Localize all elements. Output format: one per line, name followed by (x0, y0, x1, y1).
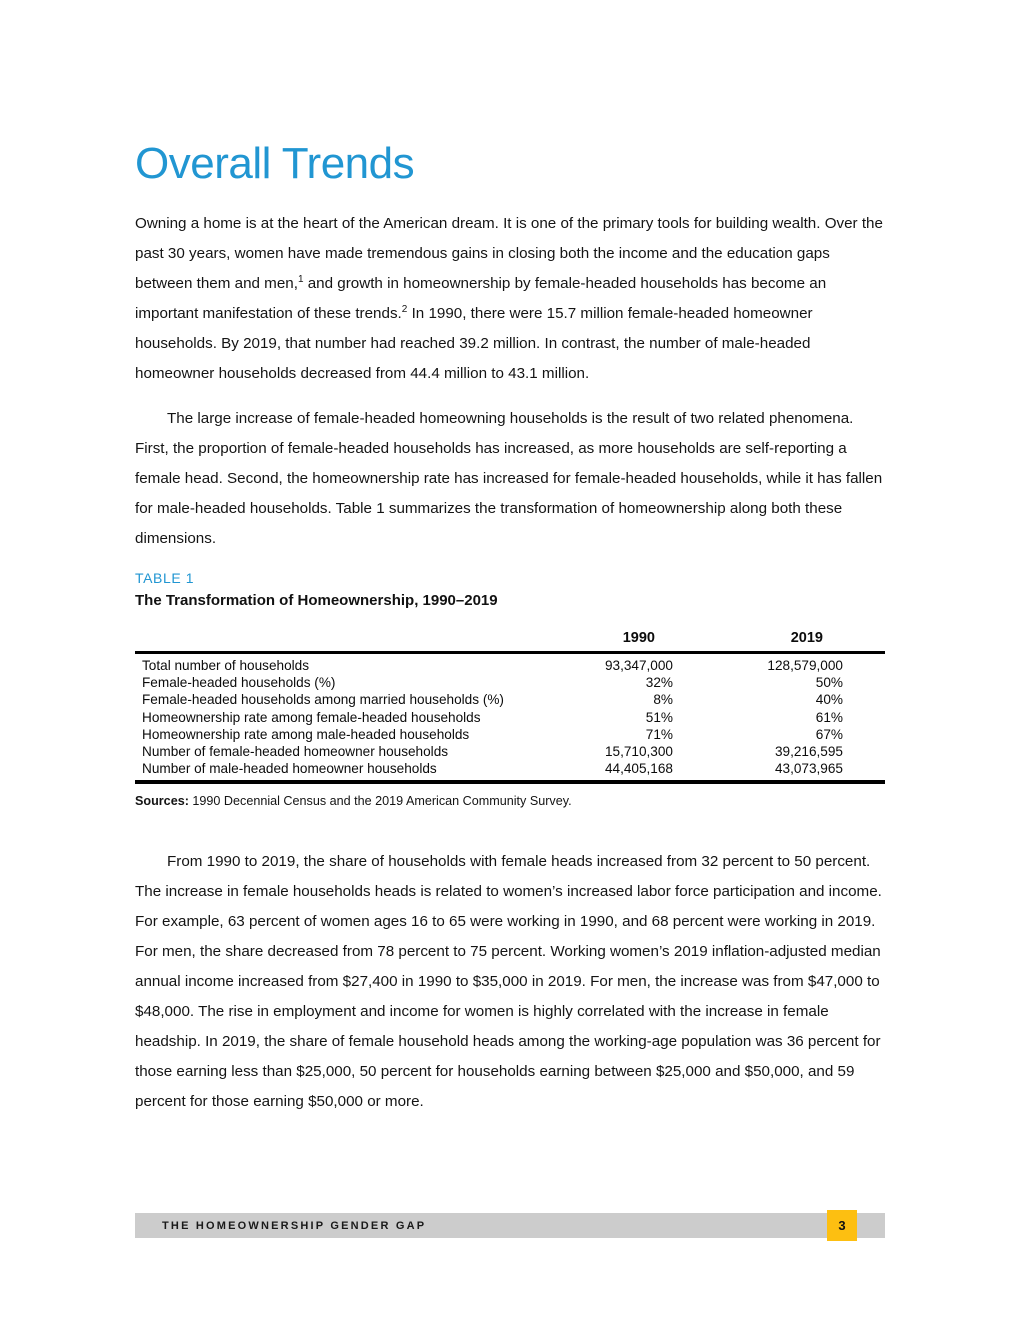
row-label: Homeownership rate among female-headed households (142, 709, 481, 725)
second-paragraph: The large increase of female-headed homeowning households is the result of two related phenomena. First, the proportion of female-headed households has increased, as more households are self-reporting a female head. Second, the homeownership rate has increased for female-headed households, while it has fallen for male-headed households. Table 1 summarizes the transformation of homeownership along both these dimensions. (135, 410, 883, 547)
table-header-empty (135, 630, 523, 653)
table-row (135, 760, 885, 782)
table-header-2019: 2019 (673, 630, 885, 653)
footnote-ref-2: 2 (401, 303, 408, 315)
table-row (135, 709, 885, 726)
table-row (135, 674, 885, 691)
page-title: Overall Trends (135, 139, 415, 188)
row-value-2019: 43,073,965 (774, 761, 843, 777)
footer-running-title: THE HOMEOWNERSHIP GENDER GAP (162, 1219, 427, 1232)
footer-bar (135, 1213, 885, 1238)
row-value-2019: 40% (815, 692, 843, 708)
table-row (135, 726, 885, 743)
table-row (135, 743, 885, 760)
row-value-1990: 44,405,168 (604, 761, 673, 777)
page-number-badge: 3 (827, 1210, 857, 1241)
row-value-2019: 50% (815, 675, 843, 691)
table-label: TABLE 1 (135, 570, 195, 586)
third-paragraph: From 1990 to 2019, the share of households with female heads increased from 32 percent to 50 percent. The increase in female households heads is related to women’s increased labor force participation and income. For example, 63 percent of women ages 16 to 65 were working in 1990, and 68 percent were working in 2019. For men, the share decreased from 78 percent to 75 percent. Working women’s 2019 inflation-adjusted median annual income increased from $27,400 in 1990 to $35,000 in 2019. For men, the increase was from $47,000 to $48,000. The rise in employment and income for women is highly correlated with the increase in female headship. In 2019, the share of female household heads among the working-age population was 36 percent for those earning less than $25,000, 50 percent for households earning between $25,000 and $50,000, and 59 percent for those earning $50,000 or more. (135, 853, 882, 1111)
row-value-1990: 8% (653, 692, 673, 708)
row-label: Number of male-headed homeowner households (142, 761, 437, 777)
table-header-row (135, 630, 885, 653)
row-value-1990: 15,710,300 (604, 744, 673, 760)
row-value-1990: 51% (645, 709, 673, 725)
row-label: Female-headed households (%) (142, 675, 336, 691)
row-value-2019: 128,579,000 (767, 658, 843, 673)
row-label: Total number of households (142, 658, 310, 673)
sources-label: Sources: (135, 794, 189, 809)
table-row (135, 691, 885, 708)
page-content (135, 0, 885, 1117)
table-sources (135, 793, 885, 810)
table-row (135, 653, 885, 675)
row-label: Homeownership rate among male-headed households (142, 726, 470, 742)
transformation-table (135, 630, 885, 784)
intro-paragraph-part3: In 1990, there were 15.7 million female-headed homeowner households. By 2019, that number had reached 39.2 million. In contrast, the number of male-headed homeowner households decreased from 44.4 million to 43.1 million. (135, 305, 813, 382)
intro-paragraph-part2: and growth in homeownership by female-headed households has become an important manifestation of these trends. (135, 275, 827, 322)
sources-text: 1990 Decennial Census and the 2019 American Community Survey. (188, 794, 572, 809)
row-value-1990: 93,347,000 (604, 658, 673, 673)
row-label: Female-headed households among married households (%) (142, 692, 504, 708)
table-header-1990: 1990 (523, 630, 673, 653)
row-value-2019: 61% (815, 709, 843, 725)
row-label: Number of female-headed homeowner households (142, 744, 449, 760)
row-value-2019: 39,216,595 (774, 744, 843, 760)
row-value-1990: 71% (645, 726, 673, 742)
row-value-1990: 32% (645, 675, 673, 691)
footnote-ref-1: 1 (297, 273, 304, 285)
intro-paragraph-part1: Owning a home is at the heart of the American dream. It is one of the primary tools for building wealth. Over the past 30 years, women have made tremendous gains in closing both the income and the education gaps between them and men, (135, 215, 883, 292)
intro-paragraph (135, 209, 885, 389)
row-value-2019: 67% (815, 726, 843, 742)
table-title: The Transformation of Homeownership, 1990–2019 (135, 592, 498, 609)
